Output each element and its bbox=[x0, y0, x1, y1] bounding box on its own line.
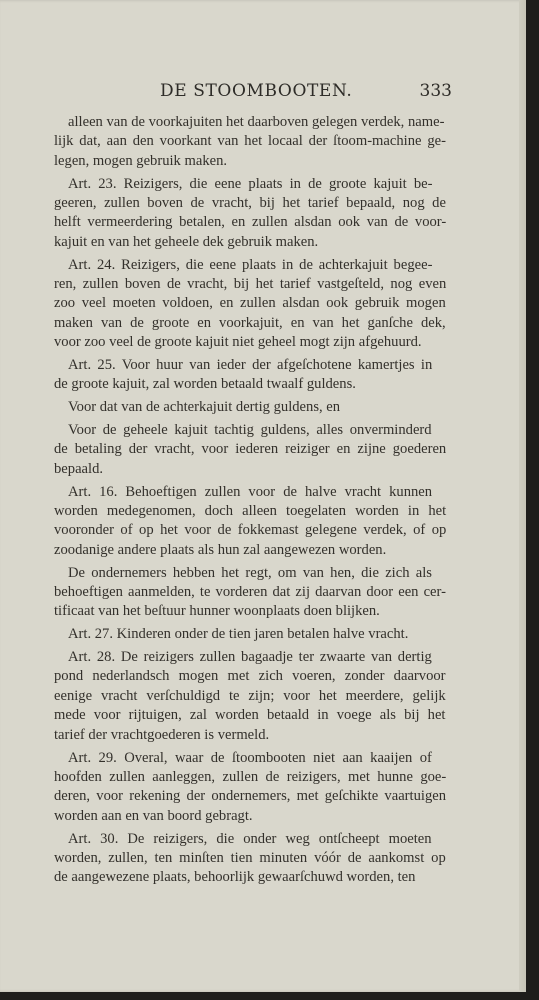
paragraph bbox=[54, 625, 446, 644]
text-line: Art. 25. Voor huur van ieder der afgeſchotene kamertjes in bbox=[68, 357, 433, 374]
page-header bbox=[160, 81, 452, 105]
text-line: mede voor rijtuigen, zal worden betaald in voege als bij het bbox=[54, 707, 446, 724]
page-number: 333 bbox=[419, 81, 452, 101]
text-line: worden, zullen, ten minſten tien minuten vóór de aankomst op bbox=[54, 849, 446, 866]
text-line: De ondernemers hebben het regt, om van hen, die zich als bbox=[68, 564, 432, 581]
text-line: eenige vracht verſchuldigd te zijn; voor het meerdere, gelijk bbox=[54, 687, 446, 704]
paragraph bbox=[54, 398, 446, 417]
text-line: behoeftigen aanmelden, te vorderen dat zij daarvan door een cer- bbox=[54, 584, 446, 601]
text-line: pond nederlandsch mogen met zich voeren, zonder daarvoor bbox=[54, 668, 446, 685]
text-line: de groote kajuit, zal worden betaald twaalf guldens. bbox=[54, 376, 356, 393]
text-line: zoo veel moeten voldoen, en zullen alsdan ook gebruik mogen bbox=[54, 295, 446, 312]
text-line: vooronder of op het voor de fokkemast gelegene verdek, of op bbox=[54, 522, 447, 539]
text-line: tificaat van het beſtuur hunner woonplaats doen blijken. bbox=[54, 603, 380, 620]
text-line: alleen van de voorkajuiten het daarboven gelegen verdek, name- bbox=[68, 114, 445, 130]
text-line: legen, mogen gebruik maken. bbox=[54, 152, 228, 169]
paragraph bbox=[54, 830, 446, 888]
text-line: kajuit en van het geheele dek gebruik maken. bbox=[54, 233, 319, 250]
text-line: geeren, zullen boven de vracht, bij het tarief bepaald, nog de bbox=[54, 195, 446, 212]
text-line: Art. 28. De reizigers zullen bagaadje ter zwaarte van dertig bbox=[68, 649, 432, 666]
text-line: ren, zullen boven de vracht, bij het tarief vastgeſteld, nog even bbox=[54, 276, 447, 293]
text-line: zoodanige andere plaats als hun zal aangewezen worden. bbox=[54, 541, 387, 558]
text-line: helft vermeerdering betalen, en zullen alsdan ook van de voor- bbox=[54, 214, 447, 231]
text-line: voor zoo veel de groote kajuit niet geheel mogt zijn afgehuurd. bbox=[54, 334, 422, 351]
text-line: Art. 29. Overal, waar de ſtoombooten niet aan kaaijen of bbox=[68, 749, 432, 766]
text-line: de betaling der vracht, voor iederen reiziger en zijne goederen bbox=[54, 441, 447, 458]
text-line: Art. 16. Behoeftigen zullen voor de halve vracht kunnen bbox=[68, 483, 433, 500]
text-line: lijk dat, aan den voorkant van het locaal der ſtoom-machine ge- bbox=[54, 133, 446, 150]
text-line: maken van de groote en voorkajuit, en van het ganſche dek, bbox=[54, 314, 446, 331]
text-line: Art. 23. Reizigers, die eene plaats in de groote kajuit be- bbox=[68, 175, 433, 192]
paragraph bbox=[54, 256, 446, 353]
text-line: de aangewezene plaats, behoorlijk gewaarſchuwd worden, ten bbox=[54, 869, 416, 886]
paragraph bbox=[54, 421, 446, 479]
body-text bbox=[54, 113, 446, 891]
paragraph bbox=[54, 356, 446, 395]
text-line: Art. 24. Reizigers, die eene plaats in de achterkajuit begee- bbox=[68, 256, 433, 273]
running-title: DE STOOMBOOTEN. bbox=[160, 81, 353, 101]
paragraph bbox=[54, 483, 446, 561]
page-edge bbox=[519, 0, 526, 992]
text-line: Voor dat van de achterkajuit dertig guldens, en bbox=[68, 399, 341, 416]
text-line: tarief der vrachtgoederen is vermeld. bbox=[54, 726, 270, 743]
text-line: Art. 30. De reizigers, die onder weg ontſcheept moeten bbox=[68, 830, 432, 847]
paragraph bbox=[54, 648, 446, 745]
text-line: bepaald. bbox=[54, 460, 104, 477]
paragraph bbox=[54, 113, 446, 171]
text-line: Art. 27. Kinderen onder de tien jaren betalen halve vracht. bbox=[68, 626, 409, 643]
text-line: worden medegenomen, doch alleen toegelaten worden in het bbox=[54, 503, 447, 520]
text-line: Voor de geheele kajuit tachtig guldens, alles onverminderd bbox=[68, 422, 432, 439]
paragraph bbox=[54, 749, 446, 827]
paragraph bbox=[54, 175, 446, 253]
text-line: deren, voor rekening der ondernemers, met geſchikte vaartuigen bbox=[54, 788, 447, 805]
paragraph bbox=[54, 564, 446, 622]
text-line: worden aan en van boord gebragt. bbox=[54, 807, 253, 824]
text-line: hoofden zullen aanleggen, zullen de reizigers, met hunne goe- bbox=[54, 768, 447, 785]
